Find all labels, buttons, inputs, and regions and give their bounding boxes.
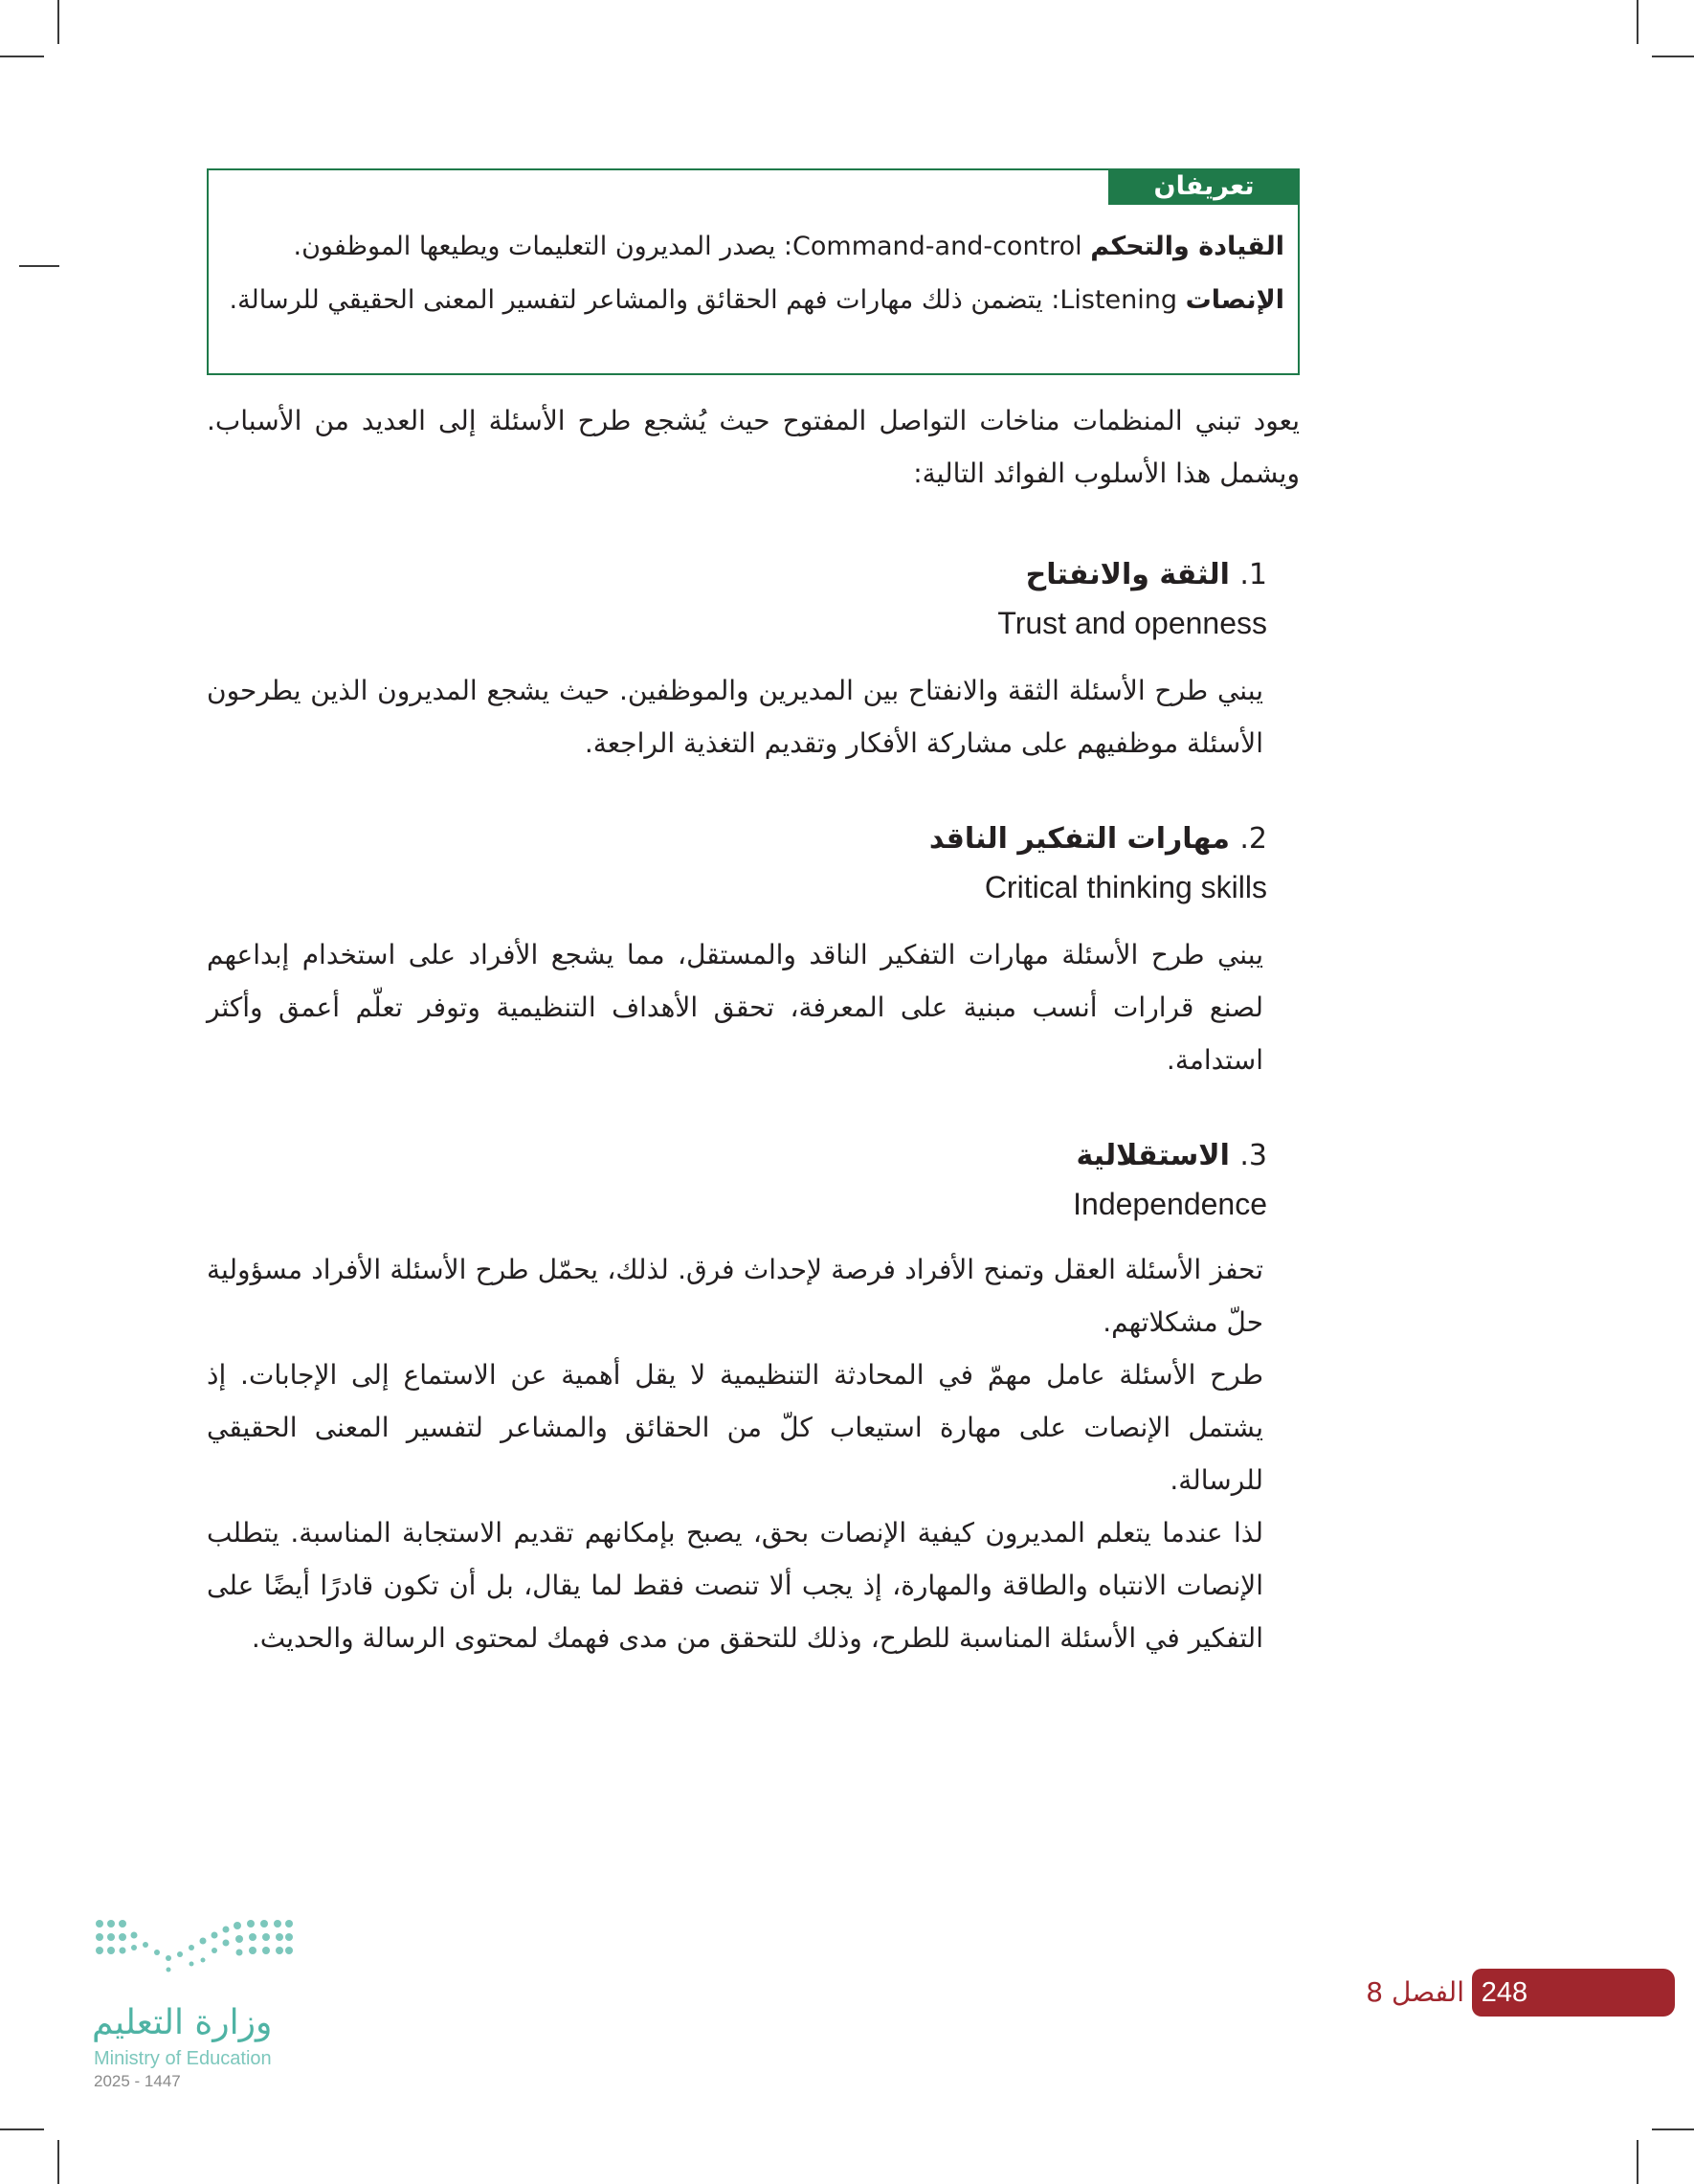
definitions-tag: تعريفان [1108, 168, 1300, 205]
item-body: يبني طرح الأسئلة مهارات التفكير الناقد والمستقل، مما يشجع الأفراد على استخدام إبداعهم لصنع قرارات أنسب مبنية على المعرفة، تحقق الأهداف التنظيمية وتوفر تعلّم أعمق وأكثر استدامة. [207, 939, 1263, 1076]
item-body: تحفز الأسئلة العقل وتمنح الأفراد فرصة لإحداث فرق. لذلك، يحمّل طرح الأسئلة الأفراد مسؤولية حلّ مشكلاتهم. [207, 1254, 1263, 1338]
chapter-label: الفصل 8 [1366, 1976, 1464, 2008]
crop-mark [19, 265, 59, 267]
item-heading-independence [1076, 1132, 1267, 1180]
ministry-logo-icon [92, 1916, 302, 1993]
ministry-name-ar: وزارة التعليم [92, 2003, 273, 2042]
page-number: 248 [1481, 1977, 1528, 2008]
closing-paragraph: طرح الأسئلة عامل مهمّ في المحادثة التنظيمية لا يقل أهمية عن الاستماع إلى الإجابات. إذ يشتمل الإنصات على مهارة استيعاب كلّ من الحقائق والمشاعر لتفسير المعنى الحقيقي للرسالة. [207, 1359, 1263, 1496]
item-number: 3. [1239, 1139, 1267, 1172]
definition-text: : يصدر المديرون التعليمات ويطيعها الموظفون. [293, 232, 793, 261]
crop-mark [1652, 2128, 1694, 2130]
definition-term: الإنصات [1185, 285, 1284, 315]
item-heading-critical-thinking [929, 815, 1267, 863]
ministry-year: 2025 - 1447 [94, 2072, 181, 2090]
item-title-ar: الثقة والانفتاح [1025, 558, 1230, 591]
crop-mark [0, 2128, 44, 2130]
crop-mark [1652, 56, 1694, 57]
crop-mark [57, 0, 59, 44]
definition-text: : يتضمن ذلك مهارات فهم الحقائق والمشاعر لتفسير المعنى الحقيقي للرسالة. [229, 285, 1060, 315]
definition-term-en: Listening [1059, 285, 1178, 315]
definition-listening [222, 274, 1284, 327]
definitions-body [222, 220, 1284, 327]
definition-command-and-control [222, 220, 1284, 274]
item-number: 2. [1239, 822, 1267, 856]
item-title-en: Independence [1073, 1187, 1267, 1221]
item-title-ar: الاستقلالية [1076, 1139, 1230, 1172]
definitions-box [207, 168, 1300, 375]
crop-mark [0, 56, 44, 57]
item-heading-trust [1026, 551, 1267, 599]
ministry-name-en: Ministry of Education [94, 2048, 272, 2069]
closing-paragraph: لذا عندما يتعلم المديرون كيفية الإنصات بحق، يصبح بإمكانهم تقديم الاستجابة المناسبة. يتطلب الإنصات الانتباه والطاقة والمهارة، إذ يجب ألا تنصت فقط لما يقال، بل أن تكون قادرًا أيضًا على التفكير في الأسئلة المناسبة للطرح، وذلك للتحقق من مدى فهمك لمحتوى الرسالة والحديث. [207, 1517, 1263, 1654]
intro-paragraph: يعود تبني المنظمات مناخات التواصل المفتوح حيث يُشجع طرح الأسئلة إلى العديد من الأسباب. ويشمل هذا الأسلوب الفوائد التالية: [207, 405, 1300, 489]
item-number: 1. [1239, 558, 1267, 591]
crop-mark [1637, 0, 1638, 44]
item-title-en: Trust and openness [997, 606, 1267, 640]
definition-term: القيادة والتحكم [1090, 232, 1284, 261]
item-title-ar: مهارات التفكير الناقد [928, 822, 1230, 856]
definition-term-en: Command-and-control [792, 232, 1082, 261]
item-body: يبني طرح الأسئلة الثقة والانفتاح بين المديرين والموظفين. حيث يشجع المديرون الذين يطرحون الأسئلة موظفيهم على مشاركة الأفكار وتقديم التغذية الراجعة. [207, 675, 1263, 759]
crop-mark [1637, 2140, 1638, 2184]
item-title-en: Critical thinking skills [984, 870, 1267, 904]
crop-mark [57, 2140, 59, 2184]
